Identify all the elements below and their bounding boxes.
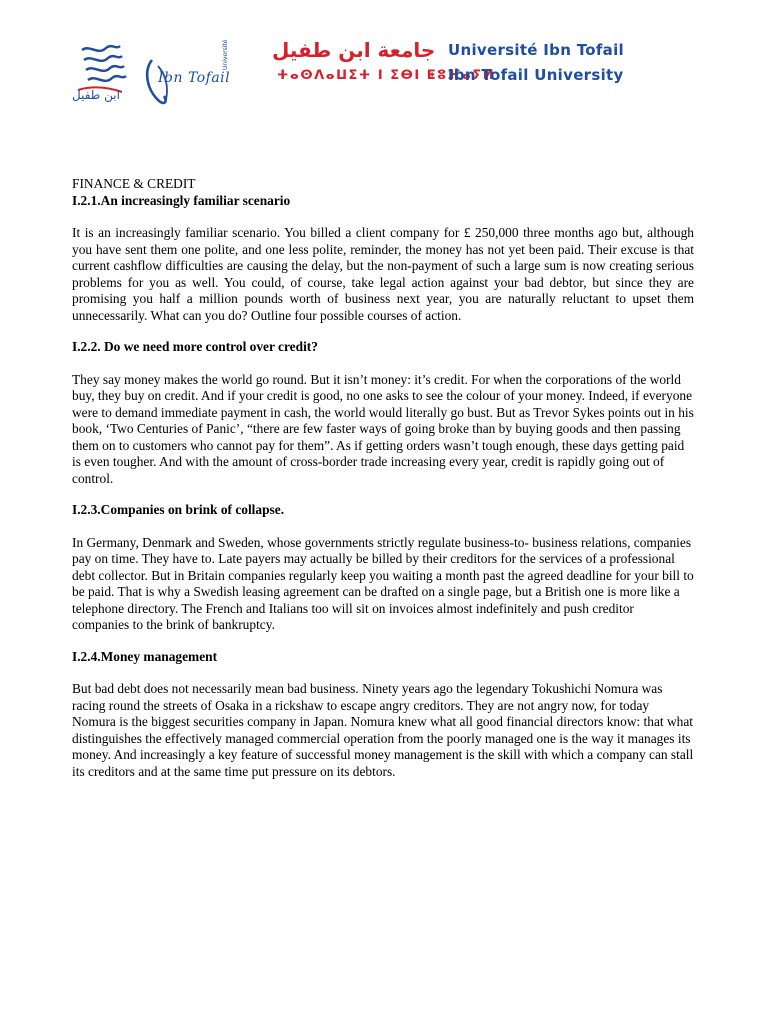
section-paragraph: It is an increasingly familiar scenario. You billed a client company for £ 250,000 three months ago but, although you have sent them one polite, and one less polite, reminder, the money has not yet been paid. Their excuse is that current cashflow difficulties are causing the delay, but the non-payment of such a large sum is now creating serious problems for you as well. You could, of course, take legal action against your bad debtor, but since they are promising you half a million pounds worth of business next year, you are naturally reluctant to upset them unnecessarily. What can you do? Outline four possible courses of action. — [72, 225, 694, 323]
section-title: I.2.4.Money management — [72, 648, 218, 664]
section-paragraph: They say money makes the world go round. But it isn’t money: it’s credit. For when the corporations of the world buy, they buy on credit. And if your credit is good, no one asks to see the colour of your money. Indeed, if everyone were to demand immediate payment in cash, the world would literally go bust. But as Trevor Sykes points out in his book, ‘Two Centuries of Panic’, “there are few faster ways of going broke than by buying goods and then passing them on to customers who cannot pay for them”. As if getting orders wasn’t tough enough, these days getting paid is even tougher. And with the amount of cross-border trade increasing every year, credit is rapidly going out of control. — [72, 371, 694, 486]
logo-script-arabic: ابن طفيل — [72, 88, 120, 102]
logo-university-word: Université — [222, 39, 229, 70]
document-heading: FINANCE & CREDIT — [72, 176, 196, 191]
section-paragraph: In Germany, Denmark and Sweden, whose governments strictly regulate business-to- business relations, companies pay on time. They have to. Late payers may actually be billed by their creditors for the services of a professional debt collector. But in Britain companies regularly keep you waiting a month past the agreed deadline for your bill to be paid. That is why a Swedish leasing agreement can be drafted on a single page, but a British one is more like a telephone directory. The French and Italians too will sit on invoices almost indefinitely and push creditor companies to the brink of bankruptcy. — [72, 534, 694, 632]
section-title: I.2.2. Do we need more control over credit? — [72, 339, 318, 354]
university-name-arabic: جامعة ابن طفيل — [272, 38, 436, 62]
university-name-tifinagh: ⵜⴰⵙⴷⴰⵡⵉⵜ ⵏ ⵉⴱⵏ ⵟⵓⴼⴰⵢⵍ — [277, 68, 496, 83]
logo-script-french: Ibn Tofail — [158, 70, 231, 86]
university-name-english: Ibn Tofail University — [448, 66, 624, 84]
section-paragraph: But bad debt does not necessarily mean bad business. Ninety years ago the legendary Tokushichi Nomura was racing round the streets of Osaka in a rickshaw to escape angry creditors. They are not angry now, for today Nomura is the biggest securities company in Japan. Nomura knew what all good financial directors know: that what distinguishes the effectively managed commercial operation from the poorly managed one is the way it manages its money. And increasingly a key feature of successful money management is the skill with which a company can stall its creditors and at the same time put pressure on its debtors. — [72, 681, 694, 779]
university-logo — [72, 40, 247, 116]
document-body — [72, 176, 694, 780]
university-header — [72, 36, 712, 122]
section-title: I.2.3.Companies on brink of collapse. — [72, 502, 285, 517]
university-name-french: Université Ibn Tofail — [448, 41, 624, 59]
section-title: I.2.1.An increasingly familiar scenario — [72, 192, 291, 208]
